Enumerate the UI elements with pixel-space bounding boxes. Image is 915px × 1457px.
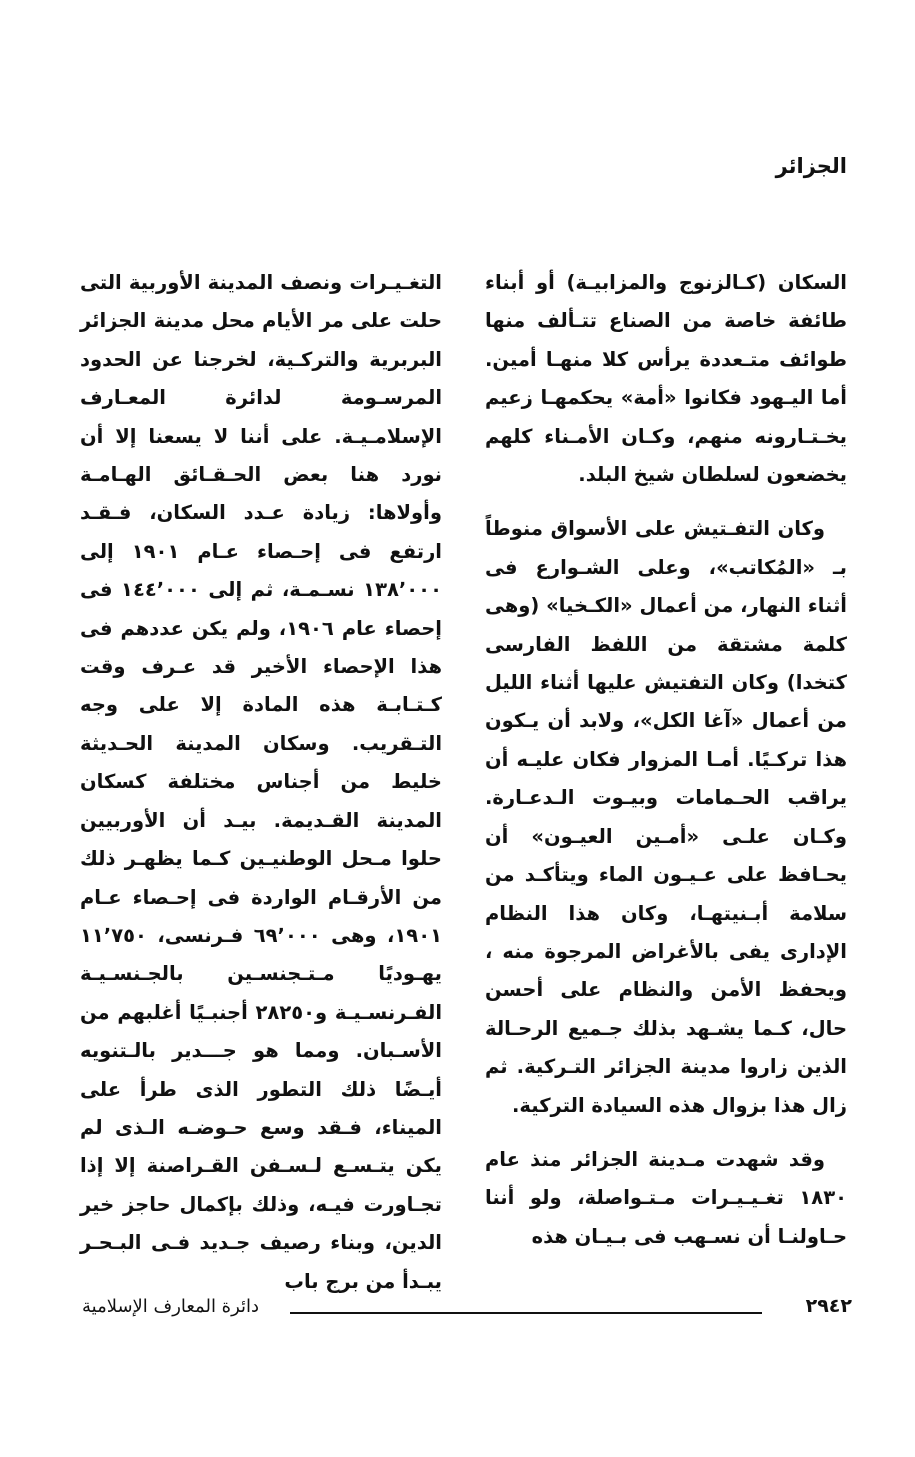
text-column-left xyxy=(80,264,442,1301)
page-footer xyxy=(60,1295,852,1325)
page-number: ٢٩٤٢ xyxy=(805,1295,852,1317)
footer-divider xyxy=(290,1312,762,1314)
paragraph: السكان (كـالزنوج والمزابيـة) أو أبناء طائفة خاصة من الصناع تتـألف منها طوائف متـعددة يرأس كلا منهـا أمين. أما اليـهود فكانوا «أمة» يحكمهـا زعيم يخـتـارونه منهم، وكـان الأمـناء كلهم يخضعون لسلطان شيخ البلد. xyxy=(485,271,847,487)
page-title: الجزائر xyxy=(775,154,847,178)
paragraph: وكان التفـتيش على الأسواق منوطاً بـ «المُكاتب»، وعلى الشـوارع فى أثناء النهار، من أعمال «الكـخيا» (وهى كلمة مشتقة من اللفظ الفارسى كتخدا) وكان التفتيش عليها أثناء الليل من أعمال «آغا الكل»، ولابد أن يـكون هذا تركـيًا. أمـا المزوار فكان عليـه أن يراقب الحـمامات وبيـوت الـدعـارة. وكـان علـى «أمـين العيـون» أن يحـافظ على عـيـون الماء ويتأكـد من سلامة أبـنيتهـا، وكان هذا النظام الإدارى يفى بالأغراض المرجوة منه ، ويحفظ الأمن والنظام على أحسن حال، كـما يشـهد بذلك جـميع الرحـالة الذين زاروا مدينة الجزائر التـركية. ثم زال هذا بزوال هذه السيادة التركية. xyxy=(485,517,847,1117)
paragraph: التغـيـرات ونصف المدينة الأوربية التى حلت على مر الأيام محل مدينة الجزائر البربرية والتركـية، لخرجنا عن الحدود المرسـومة لدائرة المعـارف الإسلامـيـة. على أننا لا يسعنا إلا أن نورد هنا بعض الحـقـائق الهـامـة وأولاها: زيادة عـدد السكان، فـقـد ارتفع فى إحـصاء عـام ١٩٠١ إلى ١٣٨٬٠٠٠ نسـمـة، ثم إلى ١٤٤٬٠٠٠ فى إحصاء عام ١٩٠٦، ولم يكن عددهم فى هذا الإحصاء الأخير قد عـرف وقت كـتـابـة هذه المادة إلا على وجه التـقريب. وسكان المدينة الحـديثة خليط من أجناس مختلفة كسكان المدينة القـديمة. بيـد أن الأوربيين حلوا مـحل الوطنيـين كـما يظهـر ذلك من الأرقـام الواردة فى إحـصاء عـام ١٩٠١، وهى ٦٩٬٠٠٠ فـرنسى، ١١٬٧٥٠ يهـوديًا مـتـجنسـين بالجـنسـيـة الفـرنسـيـة و٢٨٢٥٠ أجنبـيًا أغلبهم من الأسـبان. ومما هو جـــدير بالـتنويه أيـضًا ذلك التطور الذى طرأ على الميناء، فـقد وسع حـوضـه الـذى لم يكن يتـسـع لـسـفن القـراصنة إلا إذا تجـاورت فيـه، وذلك بإكمال حاجز خير الدين، وبناء رصيف جـديد فـى البـحـر يبـدأ من برج باب xyxy=(80,271,442,1293)
paragraph: وقد شهدت مـدينة الجزائر منذ عام ١٨٣٠ تغـيـيـرات مـتـواصلة، ولو أننا حـاولنـا أن نسـهب فى بـيـان هذه xyxy=(485,1147,847,1248)
publication-title: دائرة المعارف الإسلامية xyxy=(82,1296,260,1317)
text-column-right xyxy=(485,264,847,1256)
